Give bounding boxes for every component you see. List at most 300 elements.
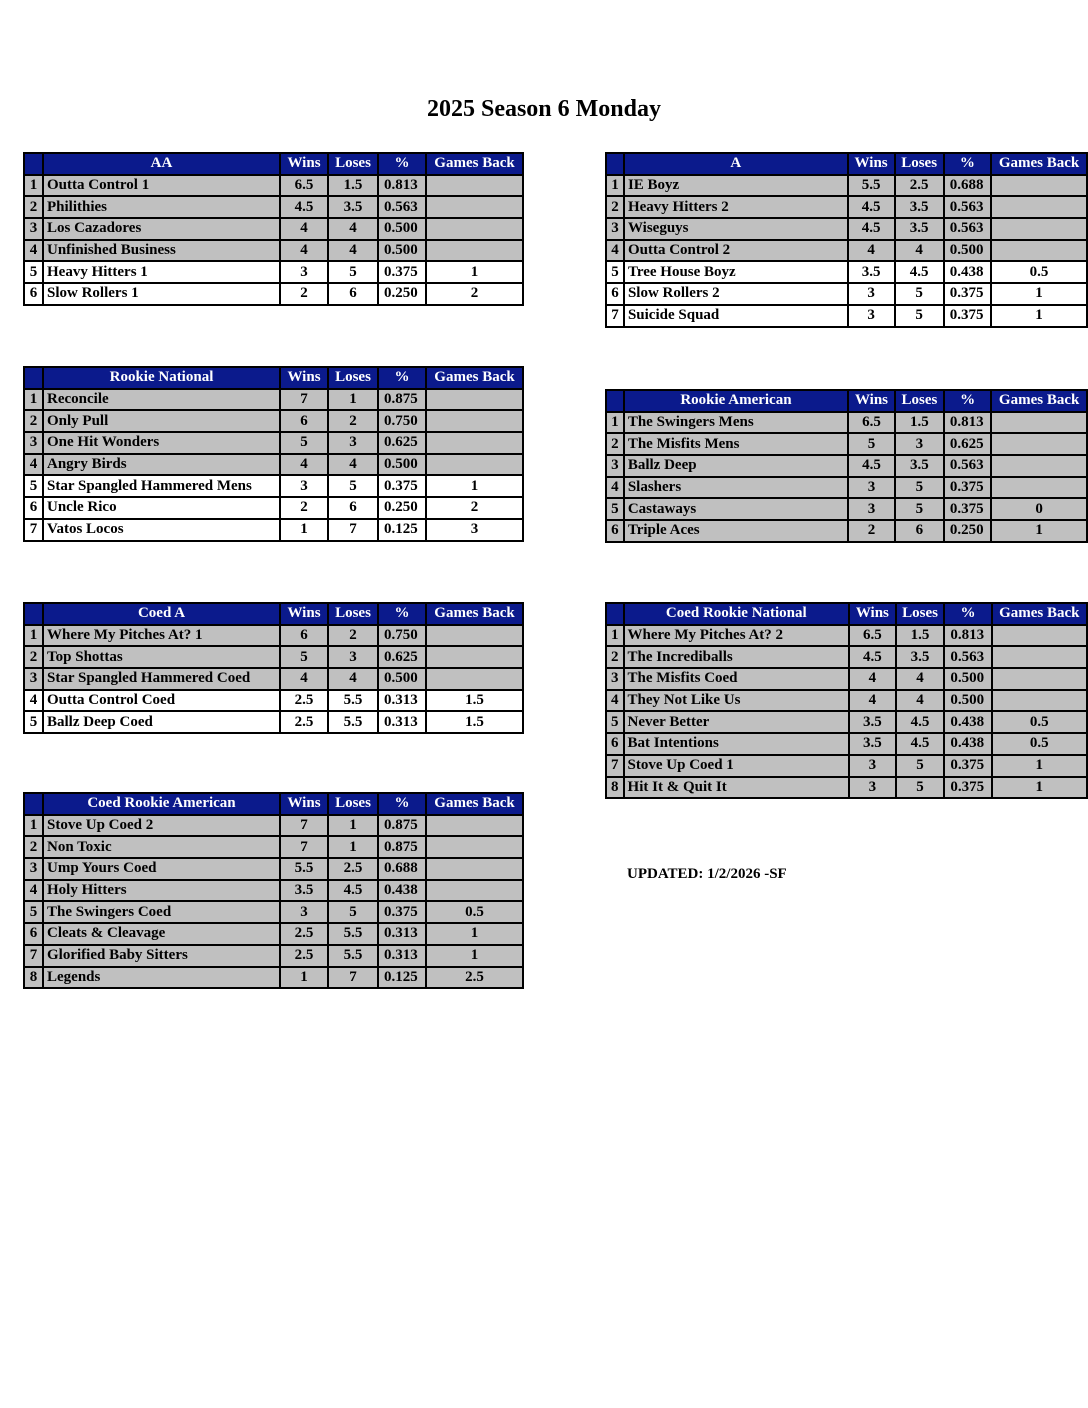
- games-back-header: Games Back: [991, 153, 1087, 175]
- pct-cell: 0.500: [378, 218, 426, 240]
- wins-cell: 4: [280, 218, 328, 240]
- table-row: [24, 454, 523, 476]
- loses-cell: 6: [328, 497, 378, 519]
- games-back-cell: 2: [426, 497, 523, 519]
- team-name: Castaways: [624, 498, 848, 520]
- table-row: [24, 410, 523, 432]
- games-back-header: Games Back: [426, 367, 523, 389]
- rank-cell: 1: [24, 815, 43, 837]
- team-name: Glorified Baby Sitters: [43, 945, 280, 967]
- games-back-cell: 1.5: [426, 711, 523, 733]
- wins-cell: 7: [280, 815, 328, 837]
- table-row: [24, 815, 523, 837]
- loses-cell: 2: [328, 625, 378, 647]
- loses-cell: 3: [328, 432, 378, 454]
- table-row: [606, 498, 1087, 520]
- loses-cell: 5: [328, 901, 378, 923]
- team-name: Outta Control 2: [624, 240, 848, 262]
- loses-cell: 3.5: [896, 646, 945, 668]
- team-name: One Hit Wonders: [43, 432, 280, 454]
- table-row: [606, 477, 1087, 499]
- rank-header: [24, 367, 43, 389]
- table-row: [606, 690, 1087, 712]
- team-name: Angry Birds: [43, 454, 280, 476]
- games-back-header: Games Back: [426, 153, 523, 175]
- rank-cell: 6: [606, 283, 624, 305]
- games-back-cell: 0.5: [992, 733, 1087, 755]
- pct-cell: 0.500: [944, 690, 991, 712]
- games-back-cell: [426, 668, 523, 690]
- wins-cell: 4: [848, 240, 895, 262]
- pct-cell: 0.438: [944, 733, 991, 755]
- rank-header: [24, 793, 43, 815]
- loses-cell: 4.5: [896, 711, 945, 733]
- loses-cell: 2: [328, 410, 378, 432]
- team-name: Where My Pitches At? 2: [624, 625, 850, 647]
- pct-header: %: [944, 390, 991, 412]
- table-row: [24, 240, 523, 262]
- team-name: Stove Up Coed 2: [43, 815, 280, 837]
- loses-cell: 4: [895, 240, 944, 262]
- wins-cell: 1: [280, 967, 328, 989]
- wins-cell: 3.5: [849, 733, 896, 755]
- rank-cell: 4: [24, 690, 43, 712]
- pct-cell: 0.250: [378, 497, 426, 519]
- games-back-cell: 1: [426, 475, 523, 497]
- games-back-cell: [426, 389, 523, 411]
- division-name: AA: [43, 153, 280, 175]
- wins-cell: 3: [280, 901, 328, 923]
- rank-header: [606, 603, 624, 625]
- loses-cell: 3: [895, 433, 944, 455]
- team-name: The Swingers Coed: [43, 901, 280, 923]
- games-back-cell: 2.5: [426, 967, 523, 989]
- pct-cell: 0.313: [378, 690, 426, 712]
- games-back-cell: 1: [426, 261, 523, 283]
- wins-cell: 2.5: [280, 945, 328, 967]
- team-name: Hit It & Quit It: [624, 777, 850, 799]
- team-name: Triple Aces: [624, 520, 848, 542]
- team-name: Outta Control Coed: [43, 690, 280, 712]
- games-back-cell: [991, 240, 1087, 262]
- table-row: [24, 261, 523, 283]
- team-name: Slashers: [624, 477, 848, 499]
- loses-header: Loses: [895, 390, 944, 412]
- games-back-cell: [426, 646, 523, 668]
- pct-cell: 0.313: [378, 923, 426, 945]
- games-back-cell: [991, 175, 1087, 197]
- table-row: [606, 733, 1087, 755]
- wins-cell: 7: [280, 389, 328, 411]
- header-row: [24, 367, 523, 389]
- games-back-cell: [992, 646, 1087, 668]
- pct-cell: 0.563: [944, 455, 991, 477]
- wins-cell: 2: [280, 283, 328, 305]
- header-row: [24, 603, 523, 625]
- team-name: Top Shottas: [43, 646, 280, 668]
- wins-cell: 3: [849, 755, 896, 777]
- loses-cell: 5: [895, 477, 944, 499]
- loses-cell: 6: [895, 520, 944, 542]
- header-row: [606, 603, 1087, 625]
- standings-table-rookie-national: [23, 366, 524, 542]
- standings-table-rookie-american: [605, 389, 1088, 543]
- pct-cell: 0.500: [378, 240, 426, 262]
- games-back-cell: 0.5: [991, 261, 1087, 283]
- team-name: IE Boyz: [624, 175, 848, 197]
- loses-cell: 4: [328, 454, 378, 476]
- header-row: [24, 153, 523, 175]
- rank-cell: 4: [24, 240, 43, 262]
- loses-cell: 4: [328, 240, 378, 262]
- loses-cell: 4: [328, 218, 378, 240]
- team-name: The Incrediballs: [624, 646, 850, 668]
- table-row: [606, 777, 1087, 799]
- wins-cell: 4.5: [849, 646, 896, 668]
- games-back-cell: [426, 625, 523, 647]
- team-name: Cleats & Cleavage: [43, 923, 280, 945]
- pct-cell: 0.875: [378, 836, 426, 858]
- table-row: [24, 432, 523, 454]
- division-name: A: [624, 153, 848, 175]
- wins-header: Wins: [280, 603, 328, 625]
- rank-cell: 6: [24, 497, 43, 519]
- wins-cell: 5.5: [280, 858, 328, 880]
- team-name: The Swingers Mens: [624, 412, 848, 434]
- pct-cell: 0.875: [378, 815, 426, 837]
- rank-cell: 7: [606, 305, 624, 327]
- rank-cell: 8: [606, 777, 624, 799]
- team-name: Star Spangled Hammered Coed: [43, 668, 280, 690]
- pct-cell: 0.438: [378, 880, 426, 902]
- rank-cell: 4: [606, 690, 624, 712]
- pct-cell: 0.125: [378, 967, 426, 989]
- wins-cell: 2.5: [280, 923, 328, 945]
- loses-cell: 1.5: [895, 412, 944, 434]
- loses-header: Loses: [328, 367, 378, 389]
- games-back-cell: [992, 668, 1087, 690]
- wins-cell: 4.5: [848, 196, 895, 218]
- wins-cell: 3: [848, 477, 895, 499]
- games-back-cell: [992, 690, 1087, 712]
- pct-cell: 0.375: [944, 477, 991, 499]
- table-row: [606, 175, 1087, 197]
- wins-header: Wins: [280, 793, 328, 815]
- wins-cell: 4: [849, 690, 896, 712]
- loses-cell: 1: [328, 815, 378, 837]
- table-row: [24, 668, 523, 690]
- loses-cell: 4: [896, 690, 945, 712]
- pct-cell: 0.375: [944, 283, 991, 305]
- rank-cell: 3: [606, 218, 624, 240]
- wins-cell: 6.5: [849, 625, 896, 647]
- games-back-cell: [991, 196, 1087, 218]
- rank-cell: 3: [606, 455, 624, 477]
- wins-cell: 2.5: [280, 690, 328, 712]
- wins-cell: 3.5: [848, 261, 895, 283]
- wins-cell: 3: [849, 777, 896, 799]
- table-row: [24, 711, 523, 733]
- page-title: 2025 Season 6 Monday: [426, 96, 662, 122]
- loses-header: Loses: [328, 603, 378, 625]
- rank-cell: 2: [606, 433, 624, 455]
- games-back-header: Games Back: [426, 793, 523, 815]
- loses-cell: 3.5: [895, 455, 944, 477]
- wins-cell: 2: [848, 520, 895, 542]
- loses-cell: 1: [328, 389, 378, 411]
- rank-cell: 7: [24, 519, 43, 541]
- wins-cell: 3: [280, 475, 328, 497]
- table-row: [24, 858, 523, 880]
- wins-cell: 6.5: [280, 175, 328, 197]
- games-back-cell: 1: [426, 945, 523, 967]
- rank-cell: 4: [24, 880, 43, 902]
- team-name: Tree House Boyz: [624, 261, 848, 283]
- rank-cell: 2: [24, 646, 43, 668]
- pct-cell: 0.563: [944, 196, 991, 218]
- loses-header: Loses: [896, 603, 945, 625]
- pct-cell: 0.250: [944, 520, 991, 542]
- header-row: [606, 390, 1087, 412]
- table-row: [24, 880, 523, 902]
- table-row: [24, 646, 523, 668]
- team-name: The Misfits Mens: [624, 433, 848, 455]
- table-row: [24, 497, 523, 519]
- loses-cell: 2.5: [895, 175, 944, 197]
- table-row: [24, 218, 523, 240]
- team-name: Where My Pitches At? 1: [43, 625, 280, 647]
- games-back-cell: 0.5: [426, 901, 523, 923]
- rank-cell: 6: [606, 733, 624, 755]
- games-back-cell: 1: [991, 520, 1087, 542]
- table-row: [24, 175, 523, 197]
- team-name: Ump Yours Coed: [43, 858, 280, 880]
- rank-cell: 4: [24, 454, 43, 476]
- pct-cell: 0.438: [944, 261, 991, 283]
- table-row: [24, 389, 523, 411]
- wins-cell: 4.5: [848, 218, 895, 240]
- rank-cell: 5: [24, 711, 43, 733]
- table-row: [606, 305, 1087, 327]
- pct-cell: 0.875: [378, 389, 426, 411]
- wins-cell: 4: [280, 668, 328, 690]
- team-name: Ballz Deep: [624, 455, 848, 477]
- wins-cell: 5.5: [848, 175, 895, 197]
- team-name: Non Toxic: [43, 836, 280, 858]
- games-back-cell: 0.5: [992, 711, 1087, 733]
- table-row: [606, 283, 1087, 305]
- table-row: [24, 283, 523, 305]
- loses-cell: 4.5: [328, 880, 378, 902]
- loses-cell: 5: [896, 755, 945, 777]
- pct-cell: 0.313: [378, 945, 426, 967]
- games-back-cell: 1: [991, 305, 1087, 327]
- standings-table-coed-a: [23, 602, 524, 734]
- table-row: [24, 923, 523, 945]
- table-row: [606, 520, 1087, 542]
- table-row: [606, 625, 1087, 647]
- table-row: [24, 519, 523, 541]
- table-row: [606, 218, 1087, 240]
- team-name: Slow Rollers 1: [43, 283, 280, 305]
- pct-cell: 0.375: [378, 261, 426, 283]
- team-name: Star Spangled Hammered Mens: [43, 475, 280, 497]
- games-back-cell: [991, 455, 1087, 477]
- wins-cell: 2.5: [280, 711, 328, 733]
- loses-cell: 5: [895, 305, 944, 327]
- games-back-cell: 1.5: [426, 690, 523, 712]
- loses-cell: 1.5: [328, 175, 378, 197]
- pct-cell: 0.625: [378, 646, 426, 668]
- table-row: [24, 967, 523, 989]
- rank-cell: 2: [606, 196, 624, 218]
- wins-cell: 3.5: [280, 880, 328, 902]
- wins-cell: 6: [280, 625, 328, 647]
- loses-cell: 5: [895, 283, 944, 305]
- team-name: Only Pull: [43, 410, 280, 432]
- rank-cell: 5: [24, 261, 43, 283]
- rank-cell: 1: [606, 412, 624, 434]
- pct-cell: 0.625: [378, 432, 426, 454]
- team-name: Uncle Rico: [43, 497, 280, 519]
- header-row: [24, 793, 523, 815]
- games-back-cell: [991, 477, 1087, 499]
- loses-cell: 3.5: [895, 196, 944, 218]
- games-back-header: Games Back: [426, 603, 523, 625]
- loses-cell: 3: [328, 646, 378, 668]
- wins-cell: 4.5: [848, 455, 895, 477]
- team-name: Legends: [43, 967, 280, 989]
- loses-cell: 3.5: [328, 196, 378, 218]
- team-name: Philithies: [43, 196, 280, 218]
- games-back-cell: [426, 836, 523, 858]
- table-row: [606, 455, 1087, 477]
- pct-header: %: [378, 793, 426, 815]
- pct-cell: 0.125: [378, 519, 426, 541]
- table-row: [24, 196, 523, 218]
- rank-cell: 1: [24, 175, 43, 197]
- pct-cell: 0.438: [944, 711, 991, 733]
- wins-cell: 5: [280, 646, 328, 668]
- wins-header: Wins: [848, 153, 895, 175]
- rank-cell: 4: [606, 240, 624, 262]
- wins-cell: 4.5: [280, 196, 328, 218]
- games-back-cell: [426, 858, 523, 880]
- team-name: Heavy Hitters 2: [624, 196, 848, 218]
- rank-cell: 7: [606, 755, 624, 777]
- team-name: They Not Like Us: [624, 690, 850, 712]
- games-back-cell: [426, 815, 523, 837]
- rank-cell: 3: [24, 218, 43, 240]
- rank-cell: 5: [606, 498, 624, 520]
- team-name: The Misfits Coed: [624, 668, 850, 690]
- loses-cell: 7: [328, 519, 378, 541]
- rank-cell: 6: [606, 520, 624, 542]
- rank-cell: 1: [606, 625, 624, 647]
- games-back-cell: [991, 433, 1087, 455]
- rank-cell: 2: [24, 196, 43, 218]
- pct-cell: 0.250: [378, 283, 426, 305]
- standings-table-coed-rookie-national: [605, 602, 1088, 799]
- games-back-cell: [426, 432, 523, 454]
- rank-cell: 3: [606, 668, 624, 690]
- pct-cell: 0.563: [944, 218, 991, 240]
- pct-cell: 0.375: [944, 305, 991, 327]
- games-back-cell: [426, 218, 523, 240]
- games-back-cell: 1: [991, 283, 1087, 305]
- table-row: [24, 945, 523, 967]
- pct-cell: 0.375: [944, 498, 991, 520]
- rank-cell: 2: [24, 410, 43, 432]
- pct-cell: 0.500: [944, 668, 991, 690]
- wins-header: Wins: [280, 367, 328, 389]
- wins-cell: 5: [280, 432, 328, 454]
- loses-cell: 4.5: [896, 733, 945, 755]
- wins-cell: 4: [280, 454, 328, 476]
- wins-cell: 5: [848, 433, 895, 455]
- pct-cell: 0.563: [378, 196, 426, 218]
- loses-cell: 5.5: [328, 690, 378, 712]
- loses-cell: 5.5: [328, 711, 378, 733]
- rank-cell: 5: [606, 261, 624, 283]
- team-name: Wiseguys: [624, 218, 848, 240]
- wins-cell: 7: [280, 836, 328, 858]
- rank-cell: 4: [606, 477, 624, 499]
- loses-cell: 5: [895, 498, 944, 520]
- rank-cell: 5: [24, 901, 43, 923]
- loses-cell: 6: [328, 283, 378, 305]
- table-row: [24, 901, 523, 923]
- table-row: [24, 475, 523, 497]
- pct-cell: 0.813: [944, 412, 991, 434]
- loses-cell: 1.5: [896, 625, 945, 647]
- team-name: Unfinished Business: [43, 240, 280, 262]
- team-name: Holy Hitters: [43, 880, 280, 902]
- wins-header: Wins: [280, 153, 328, 175]
- team-name: Bat Intentions: [624, 733, 850, 755]
- wins-cell: 3: [848, 498, 895, 520]
- games-back-cell: 1: [992, 777, 1087, 799]
- rank-cell: 6: [24, 923, 43, 945]
- standings-table-a: [605, 152, 1088, 328]
- games-back-cell: [426, 880, 523, 902]
- games-back-cell: [992, 625, 1087, 647]
- table-row: [606, 261, 1087, 283]
- games-back-cell: [426, 410, 523, 432]
- team-name: Slow Rollers 2: [624, 283, 848, 305]
- pct-cell: 0.688: [944, 175, 991, 197]
- team-name: Never Better: [624, 711, 850, 733]
- team-name: Heavy Hitters 1: [43, 261, 280, 283]
- pct-cell: 0.688: [378, 858, 426, 880]
- loses-cell: 7: [328, 967, 378, 989]
- team-name: Outta Control 1: [43, 175, 280, 197]
- rank-cell: 8: [24, 967, 43, 989]
- pct-cell: 0.750: [378, 410, 426, 432]
- pct-cell: 0.375: [378, 901, 426, 923]
- pct-cell: 0.375: [944, 777, 991, 799]
- pct-cell: 0.500: [378, 454, 426, 476]
- table-row: [24, 625, 523, 647]
- games-back-cell: [426, 196, 523, 218]
- games-back-cell: [426, 240, 523, 262]
- pct-cell: 0.750: [378, 625, 426, 647]
- loses-cell: 3.5: [895, 218, 944, 240]
- table-row: [606, 240, 1087, 262]
- loses-cell: 4: [328, 668, 378, 690]
- loses-header: Loses: [328, 793, 378, 815]
- division-name: Coed Rookie National: [624, 603, 850, 625]
